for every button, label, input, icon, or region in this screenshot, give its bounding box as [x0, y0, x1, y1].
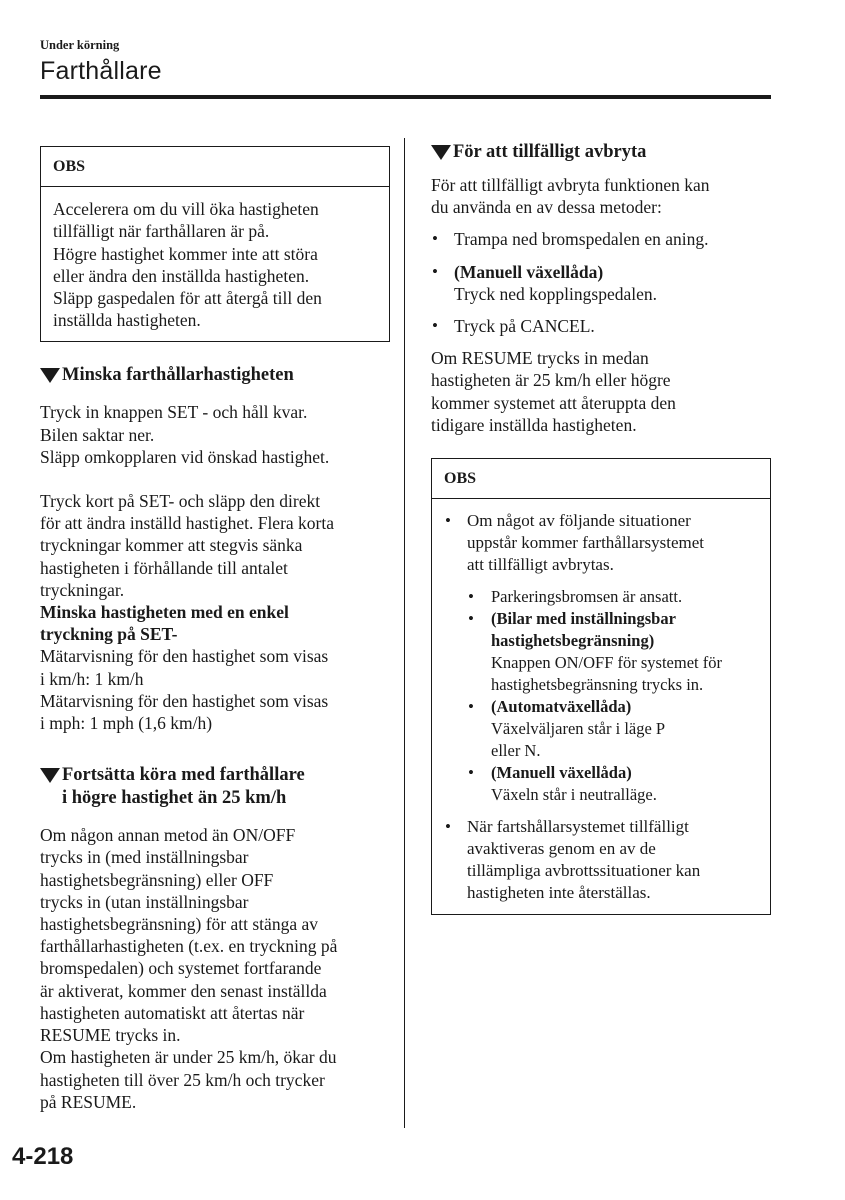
- heading-text: För att tillfälligt avbryta: [453, 142, 647, 162]
- text-line: farthållarhastigheten (t.ex. en tryckning på: [40, 936, 338, 957]
- list-item: [444, 510, 758, 806]
- text-line: • Om något av följande situationer: [467, 511, 691, 531]
- text-line: Om hastigheten är under 25 km/h, ökar du: [40, 1047, 337, 1068]
- obs-line: tillfälligt när farthållaren är på.: [53, 221, 270, 242]
- obs-line: Släpp gaspedalen för att återgå till den: [53, 288, 322, 309]
- text-line: att tillfälligt avbrytas.: [467, 555, 614, 575]
- obs-line: eller ändra den inställda hastigheten.: [53, 265, 310, 286]
- text-line: tillämpliga avbrottssituationer kan: [467, 861, 701, 881]
- text-line: hastighetsbegränsning trycks in.: [491, 675, 704, 695]
- list-item-bold: • (Automatväxellåda): [491, 697, 632, 717]
- list-item-bold: • (Manuell växellåda): [491, 763, 632, 783]
- text-line: trycks in (med inställningsbar: [40, 847, 249, 868]
- text-line: Tryck in knappen SET - och håll kvar.: [40, 402, 308, 423]
- method-list: [431, 228, 771, 337]
- list-item-text: Trampa ned bromspedalen en aning.: [454, 229, 709, 250]
- triangle-down-icon: [40, 768, 60, 783]
- text-line: hastigheten automatiskt att återtas när: [40, 1002, 305, 1023]
- obs-list: [444, 510, 758, 904]
- text-line: Växelväljaren står i läge P: [491, 719, 666, 739]
- paragraph: [40, 401, 390, 468]
- text-line: tryckningar.: [40, 579, 125, 600]
- heading-line: Fortsätta köra med farthållare: [62, 765, 305, 786]
- text-line: För att tillfälligt avbryta funktionen kan: [431, 175, 710, 195]
- text-line: Om RESUME trycks in medan: [431, 348, 649, 369]
- obs-line: inställda hastigheten.: [53, 310, 201, 331]
- list-item: [431, 261, 771, 305]
- text-line: Om någon annan metod än ON/OFF: [40, 825, 296, 846]
- text-line: trycks in (utan inställningsbar: [40, 891, 249, 912]
- right-column: [431, 141, 771, 915]
- text-line: • När fartshållarsystemet tillfälligt: [467, 817, 689, 837]
- section-heading-fortsatta: [40, 764, 390, 810]
- text-line: Släpp omkopplaren vid önskad hastighet.: [40, 446, 330, 467]
- sub-list: [467, 586, 758, 806]
- text-line: Knappen ON/OFF för systemet för: [491, 653, 722, 673]
- page-number: 4-218: [12, 1143, 74, 1170]
- text-line: Tryck kort på SET- och släpp den direkt: [40, 491, 321, 512]
- text-line: Bilen saktar ner.: [40, 424, 155, 445]
- paragraph: [431, 174, 771, 218]
- sub-list-item: [467, 696, 758, 762]
- page-title: Farthållare: [40, 57, 162, 85]
- paragraph: [40, 490, 390, 734]
- paragraph: [40, 824, 390, 1113]
- text-line: på RESUME.: [40, 1091, 137, 1112]
- bold-subheading: tryckning på SET-: [40, 624, 178, 645]
- paragraph: [431, 347, 771, 436]
- list-item-bold: hastighetsbegränsning): [491, 631, 655, 651]
- left-column: [40, 146, 390, 1113]
- text-line: i mph: 1 mph (1,6 km/h): [40, 713, 213, 734]
- list-item: [431, 228, 771, 250]
- text-line: Mätarvisning för den hastighet som visas: [40, 690, 329, 711]
- obs-line: Accelerera om du vill öka hastigheten: [53, 199, 319, 220]
- text-line: hastigheten inte återställas.: [467, 883, 651, 903]
- column-divider: [404, 138, 405, 1128]
- text-line: Växeln står i neutralläge.: [491, 785, 657, 805]
- section-heading-minska: [40, 364, 390, 387]
- list-item: [431, 315, 771, 337]
- text-line: är aktiverat, kommer den senast inställda: [40, 980, 327, 1001]
- obs-note-box: [40, 146, 390, 342]
- heading-text: Minska farthållarhastigheten: [62, 365, 294, 386]
- triangle-down-icon: [431, 145, 451, 160]
- title-rule: [40, 95, 771, 99]
- obs-note-box: [431, 458, 771, 915]
- list-item: [444, 816, 758, 904]
- sub-list-item: [467, 608, 758, 696]
- section-heading-avbryta: [431, 141, 771, 164]
- text-line: du använda en av dessa metoder:: [431, 197, 662, 218]
- section-label: Under körning: [40, 38, 120, 52]
- obs-line: Högre hastighet kommer inte att störa: [53, 243, 318, 264]
- list-item-bold: • (Manuell växellåda): [454, 261, 604, 282]
- text-line: • Parkeringsbromsen är ansatt.: [491, 587, 683, 607]
- heading-line: i högre hastighet än 25 km/h: [62, 788, 287, 809]
- text-line: hastigheten till över 25 km/h och trycker: [40, 1069, 325, 1090]
- text-line: Mätarvisning för den hastighet som visas: [40, 646, 329, 667]
- text-line: tryckningar kommer att stegvis sänka: [40, 535, 303, 556]
- obs-heading: OBS: [432, 459, 770, 499]
- obs-body: [41, 187, 389, 341]
- obs-heading: OBS: [41, 147, 389, 187]
- list-item-bold: • (Bilar med inställningsbar: [491, 609, 676, 629]
- text-line: uppstår kommer farthållarsystemet: [467, 533, 704, 553]
- text-line: i km/h: 1 km/h: [40, 668, 144, 689]
- text-line: bromspedalen) och systemet fortfarande: [40, 958, 322, 979]
- sub-list-item: [467, 762, 758, 806]
- bold-subheading: Minska hastigheten med en enkel: [40, 602, 289, 623]
- text-line: eller N.: [491, 741, 541, 761]
- text-line: hastighetsbegränsning) eller OFF: [40, 869, 274, 890]
- text-line: för att ändra inställd hastighet. Flera korta: [40, 513, 335, 534]
- text-line: hastighetsbegränsning) för att stänga av: [40, 914, 318, 935]
- list-item-text: Tryck ned kopplingspedalen.: [454, 283, 658, 304]
- sub-list-item: [467, 586, 758, 608]
- text-line: hastigheten är 25 km/h eller högre: [431, 370, 671, 391]
- text-line: hastigheten i förhållande till antalet: [40, 557, 288, 578]
- obs-body: [432, 499, 770, 914]
- list-item-text: Tryck på CANCEL.: [454, 316, 595, 337]
- triangle-down-icon: [40, 368, 60, 383]
- text-line: kommer systemet att återuppta den: [431, 392, 676, 413]
- text-line: avaktiveras genom en av de: [467, 839, 656, 859]
- heading-text: [62, 764, 305, 810]
- text-line: RESUME trycks in.: [40, 1025, 181, 1046]
- text-line: tidigare inställda hastigheten.: [431, 414, 637, 435]
